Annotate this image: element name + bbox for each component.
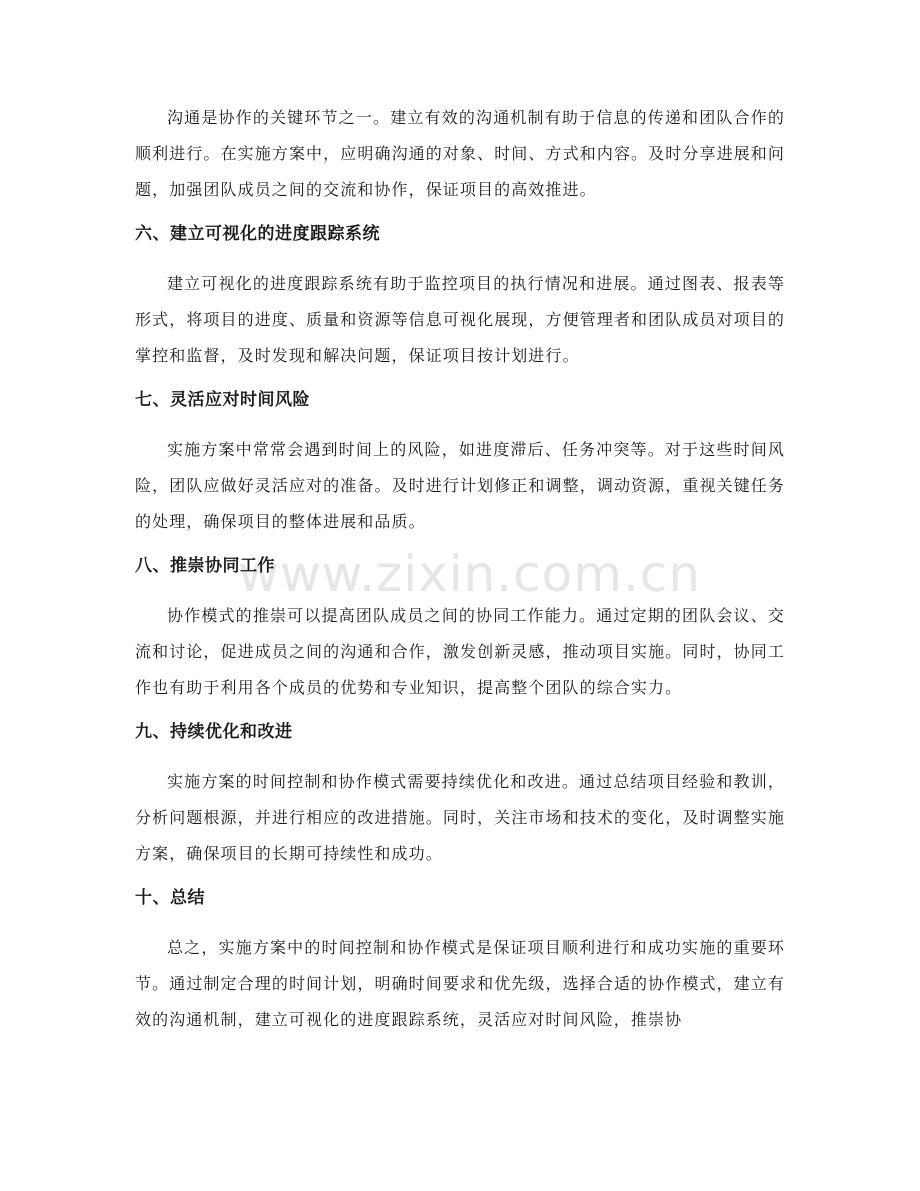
section-heading-6: 六、建立可视化的进度跟踪系统 [135, 224, 380, 244]
watermark: www.zixin.com.cn [238, 545, 702, 603]
paragraph-communication: 沟通是协作的关键环节之一。建立有效的沟通机制有助于信息的传递和团队合作的顺利进行。在实施方案中，应明确沟通的对象、时间、方式和内容。及时分享进展和问题，加强团队成员之间的交流和协作，保证项目的高效推进。 [135, 108, 785, 199]
paragraph-7: 实施方案中常常会遇到时间上的风险，如进度滞后、任务冲突等。对于这些时间风险，团队应做好灵活应对的准备。及时进行计划修正和调整，调动资源，重视关键任务的处理，确保项目的整体进展和品质。 [135, 440, 785, 531]
section-heading-8: 八、推崇协同工作 [135, 556, 275, 576]
section-heading-10: 十、总结 [135, 888, 205, 908]
section-heading-7: 七、灵活应对时间风险 [135, 390, 310, 410]
section-heading-9: 九、持续优化和改进 [135, 722, 293, 742]
paragraph-9: 实施方案的时间控制和协作模式需要持续优化和改进。通过总结项目经验和教训，分析问题根源，并进行相应的改进措施。同时，关注市场和技术的变化，及时调整实施方案，确保项目的长期可持续性和成功。 [135, 772, 785, 863]
document-body [135, 100, 785, 1050]
paragraph-6: 建立可视化的进度跟踪系统有助于监控项目的执行情况和进展。通过图表、报表等形式，将项目的进度、质量和资源等信息可视化展现，方便管理者和团队成员对项目的掌控和监督，及时发现和解决问题，保证项目按计划进行。 [135, 274, 785, 365]
paragraph-10: 总之，实施方案中的时间控制和协作模式是保证项目顺利进行和成功实施的重要环节。通过制定合理的时间计划，明确时间要求和优先级，选择合适的协作模式，建立有效的沟通机制，建立可视化的进度跟踪系统，灵活应对时间风险，推崇协 [135, 938, 785, 1029]
paragraph-8: 协作模式的推崇可以提高团队成员之间的协同工作能力。通过定期的团队会议、交流和讨论，促进成员之间的沟通和合作，激发创新灵感，推动项目实施。同时，协同工作也有助于利用各个成员的优势和专业知识，提高整个团队的综合实力。 [135, 606, 785, 697]
